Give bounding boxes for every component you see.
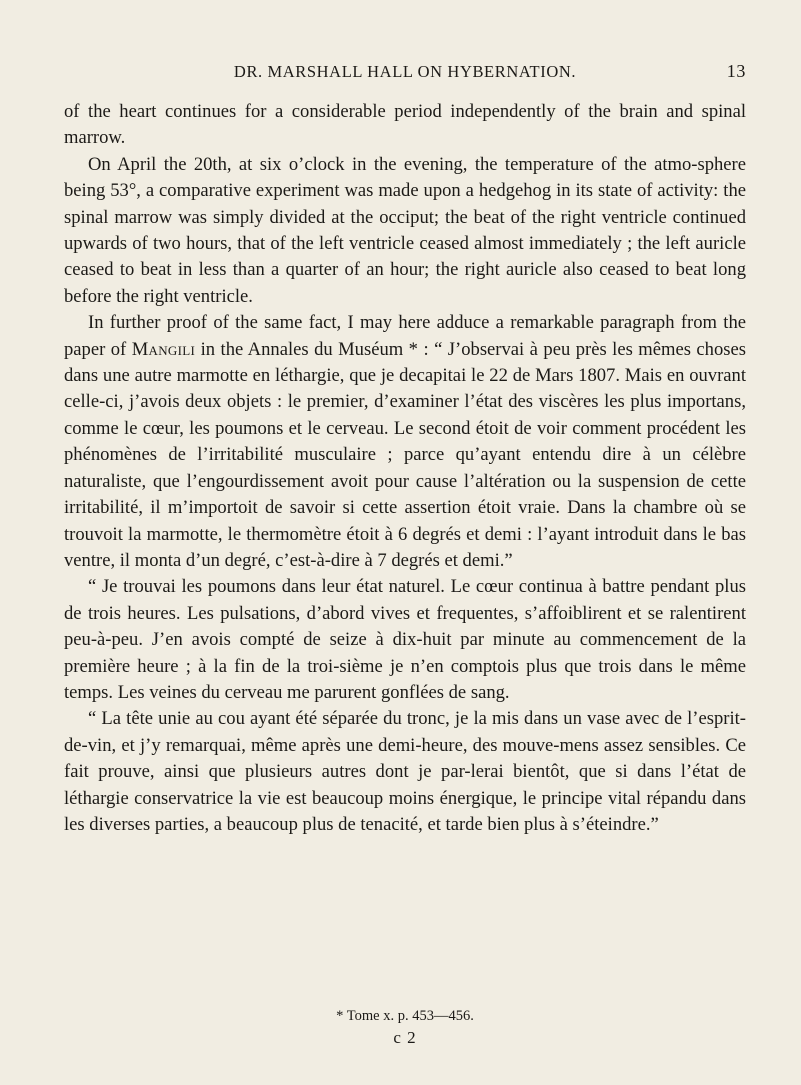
paragraph-text-before-name: In further proof of the same fact, I may here adduce a remarkable paragraph from the paper of bbox=[64, 312, 746, 360]
paragraph-hedgehog-experiment: On April the 20th, at six o’clock in the evening, the temperature of the atmo-sphere being 53°, a comparative experiment was made upon a hedgehog in its state of activity: the spinal marrow was simply divided at the occiput; the beat of the right ventricle continued upwards of two hours, that of the left ventricle ceased almost immediately ; the left auricle ceased to beat in less than a quarter of an hour; the right auricle also ceased to beat long before the right ventricle. bbox=[64, 153, 746, 307]
footnote: * Tome x. p. 453—456. bbox=[336, 1008, 474, 1024]
paragraph-text-after-name: in the Annales du Muséum * : “ J’observai à peu près les mêmes choses dans une autre marmotte en léthargie, que je decapitai le 22 de Mars 1807. Mais en ouvrant celle-ci, j’avois deux objets : le premier, d’examiner l’état des viscères les plus importans, comme le cœur, les poumons et le cerveau. Le second étoit de voir comment procédent les phénomènes de l’irritabilité musculaire ; parce qu’ayant entendu dire à un célèbre naturaliste, que l’engourdissement avoit pour cause l’altération ou la suspension de cette irritabilité, il m’importoit de savoir si cette assertion étoit vraie. Dans la chambre où se trouvoit la marmotte, le thermomètre étoit à 6 degrés et demi : l’ayant introduit dans le bas ventre, il monta d’un degré, c’est-à-dire à 7 degrés et demi.” bbox=[64, 338, 746, 571]
signature-mark: c 2 bbox=[393, 1028, 417, 1047]
paragraph-continuation: of the heart continues for a considerable period independently of the brain and spinal marrow. bbox=[64, 101, 746, 149]
body-text bbox=[64, 99, 746, 838]
running-title: DR. MARSHALL HALL ON HYBERNATION. bbox=[233, 62, 577, 81]
paragraph-mangili-quote bbox=[64, 310, 746, 574]
paragraph-head-separated: “ La tête unie au cou ayant été séparée du tronc, je la mis dans un vase avec de l’esprit-de-vin, et j’y remarquai, même après une demi-heure, des mouve-mens assez sensibles. Ce fait prouve, ainsi que plusieurs autres dont je par-lerai bientôt, que si dans l’état de léthargie conservatrice la vie est beaucoup moins énergique, le principe vital répandu dans les diverses parties, a beaucoup plus de tenacité, et tarde bien plus à s’éteindre.” bbox=[64, 708, 746, 835]
author-name: Mangili bbox=[131, 338, 196, 360]
paragraph-lungs-heart: “ Je trouvai les poumons dans leur état naturel. Le cœur continua à battre pendant plus de trois heures. Les pulsations, d’abord vives et frequentes, s’affoiblirent et se ralentirent peu-à-peu. J’en avois compté de seize à dix-huit par minute au commencement de la première heure ; à la fin de la troi-sième je n’en comptois plus que trois dans le même temps. Les veines du cerveau me parurent gonflées de sang. bbox=[64, 576, 746, 703]
page-number: 13 bbox=[726, 61, 746, 81]
running-head bbox=[64, 62, 746, 86]
